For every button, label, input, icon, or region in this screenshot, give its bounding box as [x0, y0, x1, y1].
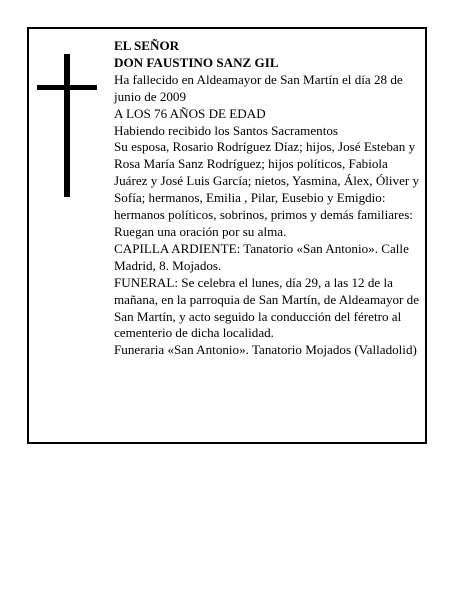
obituary-title-line1: EL SEÑOR [114, 38, 180, 53]
cross-horizontal-bar [37, 85, 97, 90]
funeral-home-info: Funeraria «San Antonio». Tanatorio Mojados (Valladolid) [114, 342, 417, 358]
family-list: Su esposa, Rosario Rodríguez Díaz; hijos, José Esteban y Rosa María Sanz Rodríguez; hijos políticos, Fabiola Juárez y José Luis García; nietos, Yasmina, Álex, Óliver y Sofía; hermanos, Emilia , Pilar, Eusebio y Emigdio: hermanos políticos, sobrinos, primos y demás familiares: [114, 139, 420, 223]
obituary-text [114, 38, 424, 359]
deceased-name: DON FAUSTINO SANZ GIL [114, 54, 279, 70]
sacraments-line: Habiendo recibido los Santos Sacramentos [114, 122, 339, 138]
prayer-request: Ruegan una oración por su alma. [114, 223, 287, 239]
cross-vertical-bar [64, 54, 70, 197]
age-line: A LOS 76 AÑOS DE EDAD [114, 105, 266, 121]
chapel-info: CAPILLA ARDIENTE: Tanatorio «San Antonio». Calle Madrid, 8. Mojados. [114, 240, 409, 273]
death-info: Ha fallecido en Aldeamayor de San Martín el día 28 de junio de 2009 [114, 71, 403, 104]
funeral-info: FUNERAL: Se celebra el lunes, día 29, a las 12 de la mañana, en la parroquia de San Martín, de Aldeamayor de San Martín, y acto seguido la conducción del féretro al cementerio de dicha localidad. [114, 274, 420, 341]
